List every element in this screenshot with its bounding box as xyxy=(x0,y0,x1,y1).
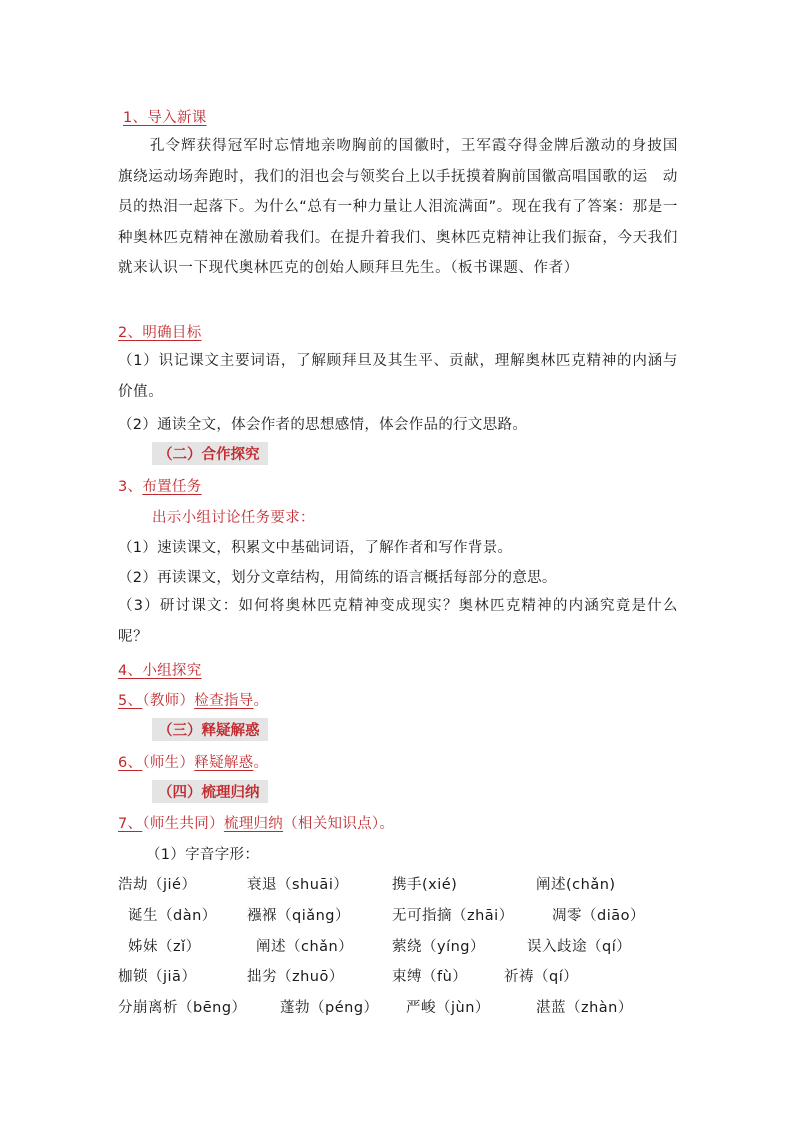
pinyin-word: 携手(xié) xyxy=(392,877,458,893)
pinyin-word: 诞生（dàn） xyxy=(128,908,217,924)
pinyin-word: 萦绕（yíng） xyxy=(392,939,486,955)
pinyin-word: 姊妹（zǐ） xyxy=(128,939,201,955)
pinyin-word: 衰退（shuāi） xyxy=(247,877,349,893)
subsection-heading-3: （三）释疑解惑 xyxy=(152,718,268,741)
intro-paragraph: 孔令辉获得冠军时忘情地亲吻胸前的国徽时，王军霞夺得金牌后激动的身披国旗绕运动场奔跑时，我们的泪也会与领奖台上以手抚摸着胸前国徽高唱国歌的运 动员的热泪一起落下。为什么“总有一种力量让人泪流满面”。现在我有了答案：那是一种奥林匹克精神在激励着我们。在提升着我们、奥林匹克精神让我们振奋，今天我们就来认识一下现代奥林匹克的创始人顾拜旦先生。（板书课题、作者） xyxy=(118,138,678,277)
pinyin-word: 无可指摘（zhāi） xyxy=(392,908,514,924)
task-intro: 出示小组讨论任务要求： xyxy=(152,510,315,526)
section-heading-5: 5、（教师）检查指导。 xyxy=(118,693,269,709)
section-heading-4: 4、小组探究 xyxy=(118,663,202,679)
pinyin-section-title: （1）字音字形： xyxy=(146,847,260,863)
task-1: （1）速读课文，积累文中基础词语，了解作者和写作背景。 xyxy=(118,540,513,556)
section-heading-6: 6、（师生）释疑解惑。 xyxy=(118,755,269,771)
task-3: （3）研讨课文：如何将奥林匹克精神变成现实？奥林匹克精神的内涵究竟是什么呢？ xyxy=(118,598,678,645)
pinyin-word: 分崩离析（bēng） xyxy=(118,1000,247,1016)
pinyin-word: 襁褓（qiǎng） xyxy=(247,908,351,924)
pinyin-word: 拙劣（zhuō） xyxy=(247,969,344,985)
pinyin-word: 阐述（chǎn） xyxy=(256,939,354,955)
section-heading-1: 1、导入新课 xyxy=(123,110,207,126)
pinyin-word: 蓬勃（péng） xyxy=(280,1000,379,1016)
section-heading-3: 3、布置任务 xyxy=(118,479,202,495)
section-heading-2: 2、明确目标 xyxy=(118,325,202,341)
pinyin-word: 束缚（fù） xyxy=(392,969,468,985)
subsection-heading-4: （四）梳理归纳 xyxy=(152,780,268,803)
pinyin-word: 误入歧途（qí） xyxy=(527,939,632,955)
goal-2: （2）通读全文，体会作者的思想感情，体会作品的行文思路。 xyxy=(118,417,528,433)
task-2: （2）再读课文，划分文章结构，用简练的语言概括每部分的意思。 xyxy=(118,570,557,586)
section-heading-7: 7、（师生共同）梳理归纳（相关知识点）。 xyxy=(118,816,395,832)
pinyin-word: 枷锁（jiā） xyxy=(118,969,197,985)
pinyin-word: 祈祷（qí） xyxy=(504,969,579,985)
goal-1: （1）识记课文主要词语，了解顾拜旦及其生平、贡献，理解奥林匹克精神的内涵与价值。 xyxy=(118,353,678,400)
subsection-heading-2: （二）合作探究 xyxy=(152,442,268,465)
pinyin-word: 凋零（diāo） xyxy=(552,908,645,924)
pinyin-word: 阐述(chǎn) xyxy=(536,877,616,893)
pinyin-word: 湛蓝（zhàn） xyxy=(536,1000,633,1016)
pinyin-word: 严峻（jùn） xyxy=(406,1000,490,1016)
pinyin-word: 浩劫（jié） xyxy=(118,877,197,893)
